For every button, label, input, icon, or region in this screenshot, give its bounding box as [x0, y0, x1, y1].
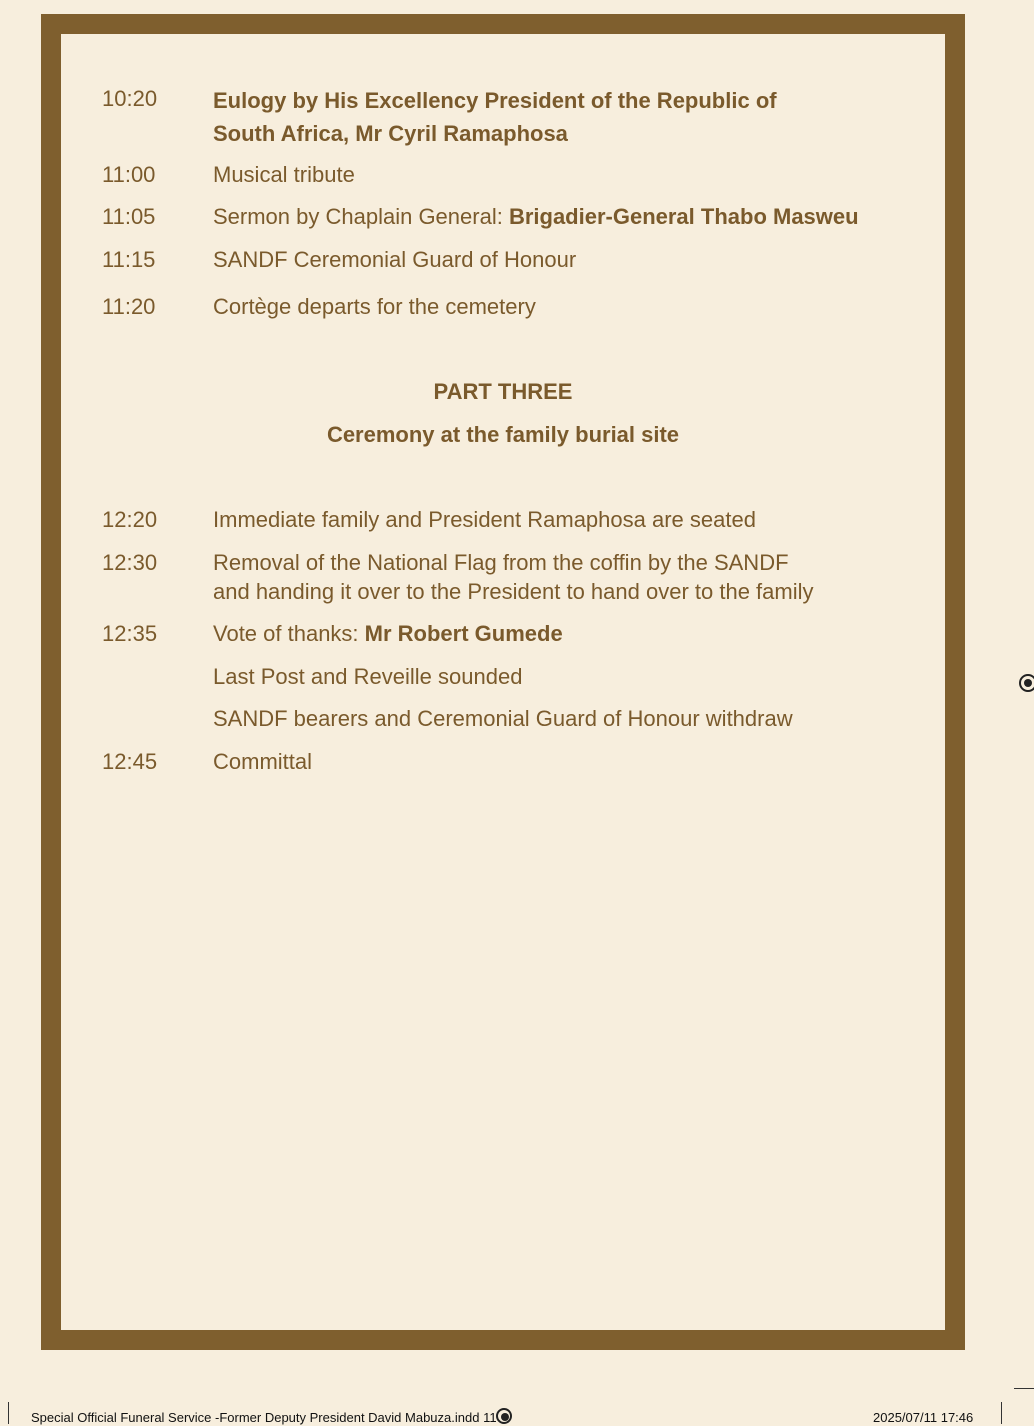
item-description: Last Post and Reveille sounded	[213, 664, 523, 689]
item-description: SANDF bearers and Ceremonial Guard of Honour withdraw	[213, 706, 793, 731]
item-description-text: Sermon by Chaplain General:	[213, 204, 509, 229]
item-time: 12:20	[102, 507, 158, 532]
item-description: SANDF Ceremonial Guard of Honour	[213, 247, 577, 272]
item-time: 12:35	[102, 621, 158, 646]
registration-mark-icon	[1019, 674, 1034, 692]
crop-mark	[8, 1402, 9, 1424]
item-description	[213, 84, 933, 150]
item-description-line-1: Removal of the National Flag from the coffin by the SANDF	[213, 550, 789, 575]
chaplain-general-name: Brigadier-General Thabo Masweu	[508, 204, 859, 229]
item-description	[213, 548, 933, 606]
item-description	[213, 619, 933, 648]
item-description-line-2: and handing it over to the President to hand over to the family	[213, 579, 814, 604]
item-description-line-1: Eulogy by His Excellency President of the Republic of	[213, 88, 777, 113]
print-slug-filename: Special Official Funeral Service -Former Deputy President David Mabuza.indd 11	[31, 1410, 497, 1425]
crop-mark	[1014, 1388, 1034, 1389]
item-time: 11:00	[102, 162, 156, 187]
item-time: 11:20	[102, 294, 156, 319]
item-description: Committal	[213, 749, 313, 774]
item-description: Immediate family and President Ramaphosa are seated	[213, 507, 756, 532]
registration-mark-icon	[496, 1408, 512, 1424]
print-slug-timestamp: 2025/07/11 17:46	[873, 1410, 974, 1425]
part-three-title: PART THREE	[433, 379, 573, 404]
part-three-subtitle: Ceremony at the family burial site	[326, 422, 680, 447]
crop-mark	[1001, 1402, 1002, 1424]
speaker-name: Mr Robert Gumede	[364, 621, 563, 646]
item-time: 11:05	[102, 204, 156, 229]
item-description: Musical tribute	[213, 162, 355, 187]
item-description: Cortège departs for the cemetery	[213, 294, 536, 319]
item-time: 12:30	[102, 550, 158, 575]
item-time: 10:20	[102, 86, 158, 111]
item-description-text: Vote of thanks:	[213, 621, 365, 646]
item-description	[213, 202, 933, 231]
item-time: 11:15	[102, 247, 156, 272]
item-description-line-2: South Africa, Mr Cyril Ramaphosa	[213, 121, 568, 146]
item-time: 12:45	[102, 749, 158, 774]
